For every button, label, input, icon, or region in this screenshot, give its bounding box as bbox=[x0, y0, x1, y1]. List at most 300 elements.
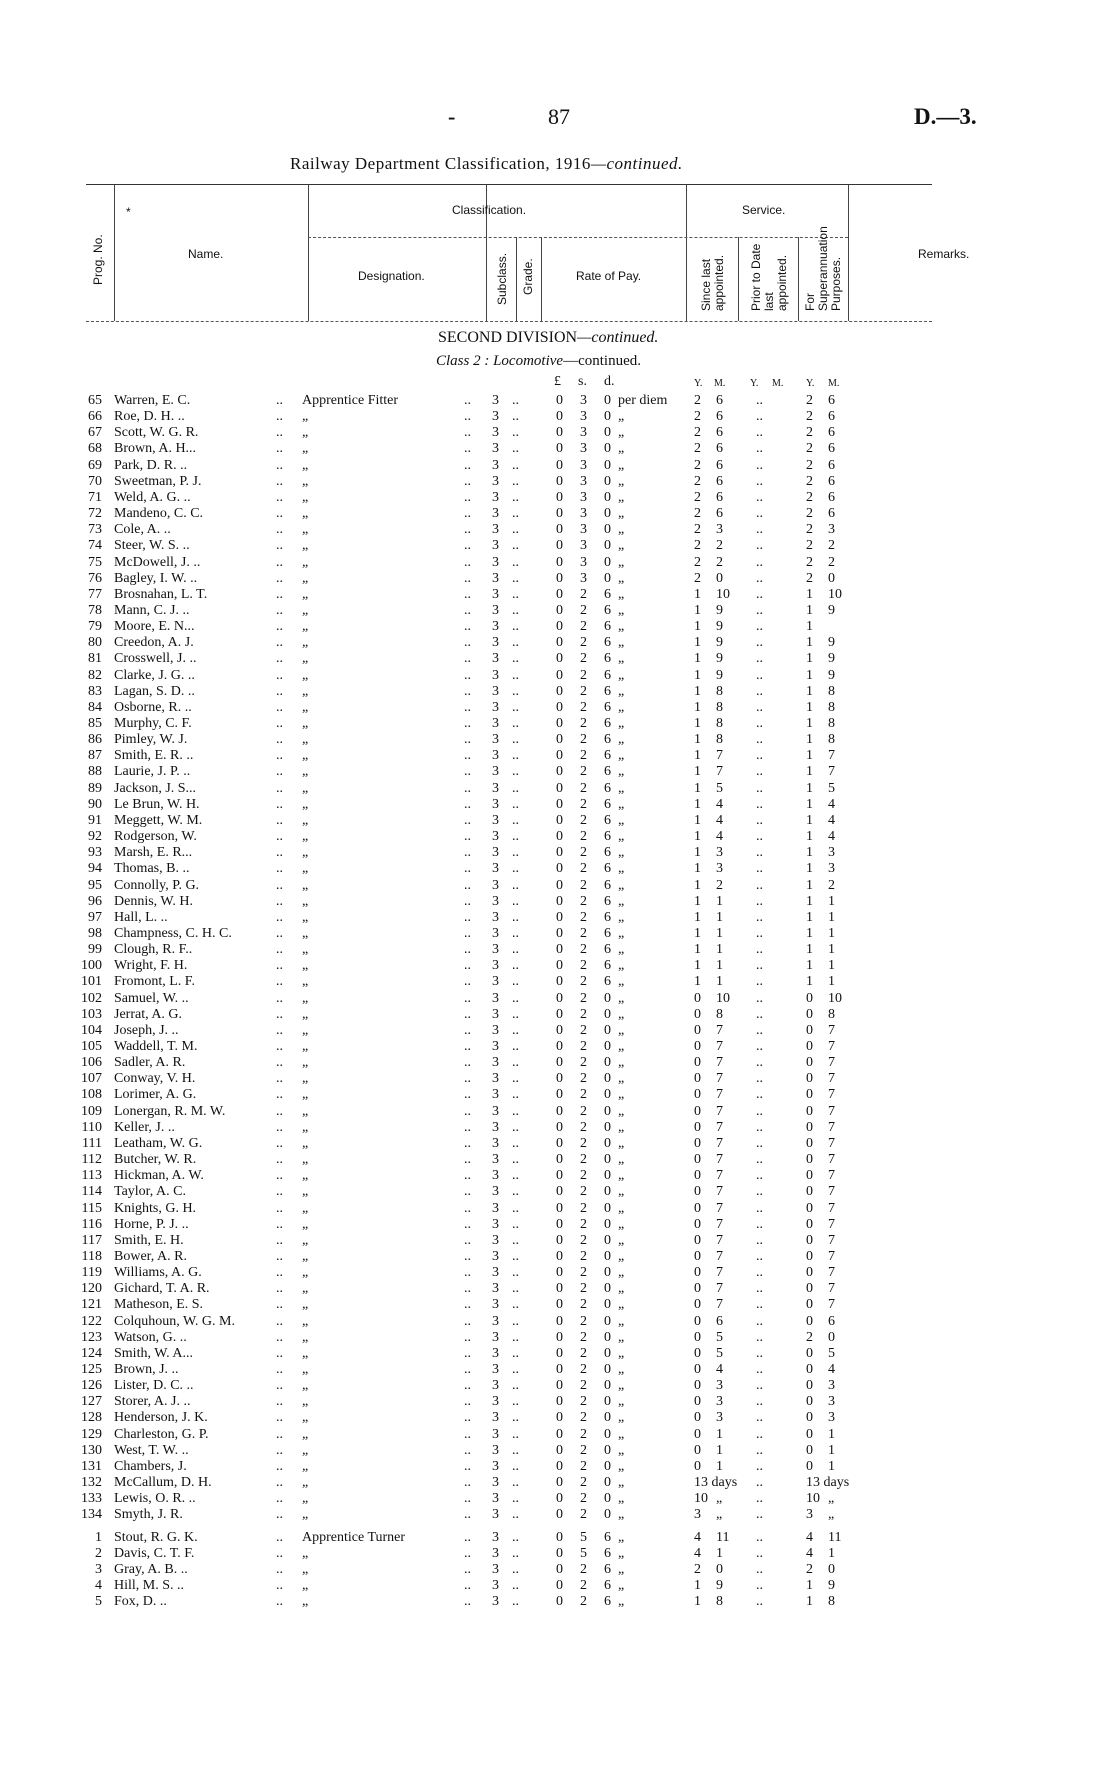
cell-prog-no: 125 bbox=[81, 1362, 102, 1377]
cell-super-months: 8 bbox=[828, 699, 835, 715]
cell-pence: 6 bbox=[604, 651, 611, 667]
cell-name: Gichard, T. A. R. bbox=[114, 1281, 210, 1297]
cell-since-years: 0 bbox=[694, 1055, 701, 1071]
table-row bbox=[0, 1152, 1114, 1168]
cell-shillings: 2 bbox=[580, 1313, 587, 1329]
cell-since-months: 4 bbox=[716, 812, 723, 828]
cell-leader-dots: .. bbox=[276, 925, 283, 941]
cell-pence: 6 bbox=[604, 1546, 611, 1561]
cell-super-months: 7 bbox=[828, 1248, 835, 1264]
cell-super-months: 4 bbox=[828, 1362, 835, 1377]
cell-pence: 0 bbox=[604, 1345, 611, 1361]
cell-subclass: 3 bbox=[492, 748, 499, 764]
cell-pounds: 0 bbox=[556, 586, 563, 602]
cell-super-months: 1 bbox=[828, 974, 835, 990]
cell-since-years: 0 bbox=[694, 1410, 701, 1426]
cell-leader-dots: .. bbox=[512, 1168, 519, 1184]
cell-super-years: 0 bbox=[806, 1200, 813, 1216]
cell-since-months: 7 bbox=[716, 1119, 723, 1135]
cell-pounds: 0 bbox=[556, 1458, 563, 1474]
cell-name: Creedon, A. J. bbox=[114, 635, 194, 651]
cell-prior-service: .. bbox=[756, 457, 763, 473]
table-row bbox=[0, 829, 1114, 845]
cell-prog-no: 123 bbox=[81, 1329, 102, 1345]
cell-leader-dots: .. bbox=[276, 1022, 283, 1038]
cell-pence: 6 bbox=[604, 893, 611, 909]
prior-years-label: Y. bbox=[750, 378, 759, 389]
cell-since-years: 0 bbox=[694, 1378, 701, 1394]
cell-super-years: 1 bbox=[806, 958, 813, 974]
cell-leader-dots: .. bbox=[464, 473, 471, 489]
cell-leader-dots: .. bbox=[276, 506, 283, 522]
cell-leader-dots: .. bbox=[512, 393, 519, 408]
cell-super-months: 5 bbox=[828, 780, 835, 796]
header-prog-no: Prog. No. bbox=[91, 234, 105, 285]
cell-leader-dots: .. bbox=[512, 441, 519, 457]
cell-prog-no: 93 bbox=[88, 845, 102, 861]
cell-pay-unit: „ bbox=[618, 1475, 625, 1491]
cell-designation: „ bbox=[302, 522, 309, 538]
cell-since-months: 6 bbox=[716, 473, 723, 489]
cell-name: Moore, E. N... bbox=[114, 619, 195, 635]
cell-since-years: 2 bbox=[694, 522, 701, 538]
cell-since-years: 0 bbox=[694, 990, 701, 1006]
cell-prog-no: 81 bbox=[88, 651, 102, 667]
cell-name: Laurie, J. P. .. bbox=[114, 764, 191, 780]
cell-leader-dots: .. bbox=[464, 990, 471, 1006]
cell-leader-dots: .. bbox=[464, 1184, 471, 1200]
cell-pay-unit: „ bbox=[618, 1022, 625, 1038]
cell-shillings: 3 bbox=[580, 393, 587, 408]
cell-subclass: 3 bbox=[492, 683, 499, 699]
cell-name: Stout, R. G. K. bbox=[114, 1530, 198, 1545]
cell-leader-dots: .. bbox=[512, 635, 519, 651]
table-row bbox=[0, 393, 1114, 409]
table-row bbox=[0, 1578, 1114, 1594]
cell-pay-unit: „ bbox=[618, 780, 625, 796]
table-row bbox=[0, 490, 1114, 506]
cell-pounds: 0 bbox=[556, 1297, 563, 1313]
cell-super-years: 0 bbox=[806, 1087, 813, 1103]
cell-leader-dots: .. bbox=[512, 554, 519, 570]
cell-name: Clough, R. F.. bbox=[114, 942, 193, 958]
cell-leader-dots: .. bbox=[512, 538, 519, 554]
cell-subclass: 3 bbox=[492, 506, 499, 522]
cell-shillings: 2 bbox=[580, 1071, 587, 1087]
cell-super-months: 7 bbox=[828, 1281, 835, 1297]
cell-name: Rodgerson, W. bbox=[114, 829, 197, 845]
cell-leader-dots: .. bbox=[464, 602, 471, 618]
cell-name: Lagan, S. D. .. bbox=[114, 683, 195, 699]
cell-prior-service: .. bbox=[756, 812, 763, 828]
cell-since-months: 7 bbox=[716, 1281, 723, 1297]
cell-name: Champness, C. H. C. bbox=[114, 925, 232, 941]
cell-name: Bagley, I. W. .. bbox=[114, 570, 198, 586]
cell-leader-dots: .. bbox=[276, 1087, 283, 1103]
table-row bbox=[0, 1362, 1114, 1378]
cell-shillings: 3 bbox=[580, 489, 587, 505]
cell-pounds: 0 bbox=[556, 1119, 563, 1135]
cell-pay-unit: „ bbox=[618, 1006, 625, 1022]
cell-prior-service: .. bbox=[756, 635, 763, 651]
cell-name: Brown, J. .. bbox=[114, 1362, 179, 1377]
cell-since-months: 1 bbox=[716, 958, 723, 974]
cell-pounds: 0 bbox=[556, 1491, 563, 1507]
cell-pay-unit: „ bbox=[618, 1345, 625, 1361]
cell-since-years: 2 bbox=[694, 506, 701, 522]
cell-designation: „ bbox=[302, 441, 309, 457]
cell-since-months: 0 bbox=[716, 1562, 723, 1577]
cell-shillings: 2 bbox=[580, 1562, 587, 1577]
cell-pence: 0 bbox=[604, 1184, 611, 1200]
cell-designation: „ bbox=[302, 651, 309, 667]
cell-prior-service: .. bbox=[756, 1458, 763, 1474]
cell-subclass: 3 bbox=[492, 845, 499, 861]
cell-pounds: 0 bbox=[556, 1006, 563, 1022]
cell-since-months: 8 bbox=[716, 1006, 723, 1022]
cell-leader-dots: .. bbox=[512, 732, 519, 748]
cell-name: Marsh, E. R... bbox=[114, 845, 193, 861]
cell-prog-no: 112 bbox=[81, 1152, 102, 1168]
cell-leader-dots: .. bbox=[276, 1184, 283, 1200]
table-row bbox=[0, 538, 1114, 554]
cell-designation: „ bbox=[302, 1248, 309, 1264]
cell-leader-dots: .. bbox=[512, 845, 519, 861]
cell-prior-service: .. bbox=[756, 522, 763, 538]
cell-shillings: 3 bbox=[580, 441, 587, 457]
cell-prog-no: 77 bbox=[88, 586, 102, 602]
cell-pounds: 0 bbox=[556, 1345, 563, 1361]
cell-since-years: 4 bbox=[694, 1546, 701, 1561]
cell-leader-dots: .. bbox=[512, 1022, 519, 1038]
cell-leader-dots: .. bbox=[512, 1410, 519, 1426]
cell-since-months: 7 bbox=[716, 1297, 723, 1313]
cell-prior-service: .. bbox=[756, 570, 763, 586]
cell-pounds: 0 bbox=[556, 683, 563, 699]
cell-designation: „ bbox=[302, 716, 309, 731]
pence-label: d. bbox=[604, 374, 615, 389]
cell-pay-unit: „ bbox=[618, 1562, 625, 1577]
cell-super-years: 1 bbox=[806, 764, 813, 780]
cell-since-months: 4 bbox=[716, 796, 723, 812]
cell-pay-unit: „ bbox=[618, 522, 625, 538]
cell-leader-dots: .. bbox=[512, 1313, 519, 1329]
cell-pay-unit: „ bbox=[618, 1281, 625, 1297]
cell-leader-dots: .. bbox=[464, 1152, 471, 1168]
cell-leader-dots: .. bbox=[276, 1491, 283, 1507]
cell-since-years: 1 bbox=[694, 764, 701, 780]
cell-designation: „ bbox=[302, 796, 309, 812]
cell-leader-dots: .. bbox=[276, 1345, 283, 1361]
cell-pounds: 0 bbox=[556, 877, 563, 893]
cell-since-months: 7 bbox=[716, 1135, 723, 1151]
cell-designation: „ bbox=[302, 1039, 309, 1054]
cell-leader-dots: .. bbox=[276, 635, 283, 651]
cell-prior-service: .. bbox=[756, 861, 763, 877]
table-row bbox=[0, 845, 1114, 861]
cell-super-years: 1 bbox=[806, 796, 813, 812]
cell-name: Knights, G. H. bbox=[114, 1200, 197, 1216]
cell-shillings: 2 bbox=[580, 1168, 587, 1184]
cell-shillings: 2 bbox=[580, 1458, 587, 1474]
cell-leader-dots: .. bbox=[464, 1313, 471, 1329]
cell-pay-unit: „ bbox=[618, 812, 625, 828]
cell-prog-no: 73 bbox=[88, 522, 102, 538]
cell-pounds: 0 bbox=[556, 1530, 563, 1545]
table-row bbox=[0, 474, 1114, 490]
table-row bbox=[0, 1087, 1114, 1103]
table-header bbox=[86, 184, 970, 322]
cell-name: Smith, E. R. .. bbox=[114, 748, 194, 764]
cell-since-years: 2 bbox=[694, 538, 701, 554]
table-row bbox=[0, 797, 1114, 813]
cell-leader-dots: .. bbox=[512, 1362, 519, 1377]
cell-super-years: 0 bbox=[806, 1410, 813, 1426]
cell-leader-dots: .. bbox=[276, 829, 283, 845]
cell-pounds: 0 bbox=[556, 635, 563, 651]
cell-pence: 6 bbox=[604, 1562, 611, 1577]
cell-prog-no: 117 bbox=[81, 1232, 102, 1248]
cell-super-months: 3 bbox=[828, 1410, 835, 1426]
cell-pay-unit: „ bbox=[618, 942, 625, 958]
cell-subclass: 3 bbox=[492, 1378, 499, 1394]
cell-leader-dots: .. bbox=[464, 554, 471, 570]
cell-since-years: 1 bbox=[694, 780, 701, 796]
table-row bbox=[0, 684, 1114, 700]
cell-pence: 0 bbox=[604, 1426, 611, 1442]
cell-prog-no: 83 bbox=[88, 683, 102, 699]
cell-prior-service: .. bbox=[756, 619, 763, 635]
cell-prior-service: .. bbox=[756, 602, 763, 618]
cell-shillings: 2 bbox=[580, 651, 587, 667]
cell-name: Cole, A. .. bbox=[114, 522, 171, 538]
cell-subclass: 3 bbox=[492, 1216, 499, 1232]
cell-pence: 0 bbox=[604, 1055, 611, 1071]
cell-leader-dots: .. bbox=[464, 651, 471, 667]
cell-prior-service: .. bbox=[756, 1071, 763, 1087]
prior-months-label: M. bbox=[772, 378, 784, 389]
cell-super-years: 0 bbox=[806, 1103, 813, 1119]
table-row bbox=[0, 668, 1114, 684]
cell-shillings: 2 bbox=[580, 845, 587, 861]
cell-subclass: 3 bbox=[492, 764, 499, 780]
cell-since-months: 9 bbox=[716, 602, 723, 618]
cell-leader-dots: .. bbox=[276, 1394, 283, 1410]
table-row bbox=[0, 555, 1114, 571]
cell-designation: „ bbox=[302, 845, 309, 861]
cell-designation: „ bbox=[302, 1200, 309, 1216]
cell-pence: 6 bbox=[604, 764, 611, 780]
cell-pounds: 0 bbox=[556, 829, 563, 845]
cell-pounds: 0 bbox=[556, 570, 563, 586]
class-suffix: —continued. bbox=[563, 353, 641, 369]
cell-super-years: 0 bbox=[806, 1345, 813, 1361]
table-row bbox=[0, 1120, 1114, 1136]
cell-super-months: 7 bbox=[828, 1297, 835, 1313]
cell-leader-dots: .. bbox=[276, 457, 283, 473]
cell-name: Pimley, W. J. bbox=[114, 732, 188, 748]
cell-leader-dots: .. bbox=[464, 1119, 471, 1135]
cell-shillings: 2 bbox=[580, 925, 587, 941]
cell-pence: 0 bbox=[604, 1265, 611, 1281]
table-row bbox=[0, 603, 1114, 619]
cell-pounds: 0 bbox=[556, 651, 563, 667]
cell-prior-service: .. bbox=[756, 425, 763, 441]
cell-pence: 0 bbox=[604, 538, 611, 554]
cell-subclass: 3 bbox=[492, 1362, 499, 1377]
cell-leader-dots: .. bbox=[512, 602, 519, 618]
cell-prior-service: .. bbox=[756, 990, 763, 1006]
cell-super-months: 1 bbox=[828, 893, 835, 909]
cell-leader-dots: .. bbox=[464, 1022, 471, 1038]
cell-super-months: 8 bbox=[828, 1006, 835, 1022]
cell-shillings: 2 bbox=[580, 861, 587, 877]
cell-super-years: 2 bbox=[806, 457, 813, 473]
cell-super-months: „ bbox=[828, 1491, 835, 1507]
table-row bbox=[0, 1249, 1114, 1265]
cell-leader-dots: .. bbox=[464, 1530, 471, 1545]
cell-leader-dots: .. bbox=[512, 1055, 519, 1071]
cell-leader-dots: .. bbox=[276, 1216, 283, 1232]
cell-designation: „ bbox=[302, 409, 309, 425]
cell-pounds: 0 bbox=[556, 1216, 563, 1232]
cell-designation: „ bbox=[302, 457, 309, 473]
cell-leader-dots: .. bbox=[464, 1507, 471, 1523]
cell-leader-dots: .. bbox=[512, 1135, 519, 1151]
cell-shillings: 2 bbox=[580, 1006, 587, 1022]
cell-prior-service: .. bbox=[756, 1039, 763, 1054]
cell-since-months: 1 bbox=[716, 942, 723, 958]
cell-leader-dots: .. bbox=[276, 1578, 283, 1593]
cell-prog-no: 115 bbox=[81, 1200, 102, 1216]
cell-prior-service: .. bbox=[756, 1442, 763, 1458]
cell-since-months: 6 bbox=[716, 457, 723, 473]
table-row bbox=[0, 1007, 1114, 1023]
cell-leader-dots: .. bbox=[512, 1378, 519, 1394]
cell-pay-unit: „ bbox=[618, 1410, 625, 1426]
cell-pay-unit: „ bbox=[618, 925, 625, 941]
cell-prior-service: .. bbox=[756, 845, 763, 861]
cell-leader-dots: .. bbox=[464, 942, 471, 958]
cell-pay-unit: „ bbox=[618, 1168, 625, 1184]
cell-leader-dots: .. bbox=[464, 812, 471, 828]
cell-super-months: 8 bbox=[828, 1594, 835, 1609]
cell-designation: „ bbox=[302, 1329, 309, 1345]
title-text: Railway Department Classification, 1916 bbox=[290, 154, 591, 173]
cell-leader-dots: .. bbox=[464, 764, 471, 780]
cell-designation: „ bbox=[302, 425, 309, 441]
cell-leader-dots: .. bbox=[512, 1103, 519, 1119]
cell-super-years: 1 bbox=[806, 893, 813, 909]
cell-pence: 0 bbox=[604, 1491, 611, 1507]
cell-since-months: 3 bbox=[716, 1410, 723, 1426]
cell-prior-service: .. bbox=[756, 1232, 763, 1248]
cell-pounds: 0 bbox=[556, 1184, 563, 1200]
cell-pay-unit: „ bbox=[618, 651, 625, 667]
cell-pence: 6 bbox=[604, 683, 611, 699]
cell-since-months: 1 bbox=[716, 1426, 723, 1442]
cell-designation: „ bbox=[302, 1103, 309, 1119]
cell-since-months: 5 bbox=[716, 1345, 723, 1361]
table-row bbox=[0, 878, 1114, 894]
cell-pounds: 0 bbox=[556, 602, 563, 618]
cell-prior-service: .. bbox=[756, 683, 763, 699]
cell-shillings: 2 bbox=[580, 602, 587, 618]
cell-pounds: 0 bbox=[556, 812, 563, 828]
cell-since-months: 7 bbox=[716, 1168, 723, 1184]
cell-leader-dots: .. bbox=[276, 667, 283, 683]
cell-super-years: 1 bbox=[806, 635, 813, 651]
cell-since-years: 0 bbox=[694, 1184, 701, 1200]
cell-since-years: 1 bbox=[694, 602, 701, 618]
cell-pence: 6 bbox=[604, 586, 611, 602]
header-classification: Classification. bbox=[452, 203, 527, 217]
cell-subclass: 3 bbox=[492, 1184, 499, 1200]
cell-since-years: 4 bbox=[694, 1530, 701, 1545]
cell-prog-no: 110 bbox=[81, 1119, 102, 1135]
cell-subclass: 3 bbox=[492, 1022, 499, 1038]
cell-shillings: 2 bbox=[580, 667, 587, 683]
cell-designation: „ bbox=[302, 1184, 309, 1200]
cell-since-months: 5 bbox=[716, 780, 723, 796]
cell-pounds: 0 bbox=[556, 441, 563, 457]
cell-name: Crosswell, J. .. bbox=[114, 651, 197, 667]
cell-designation: „ bbox=[302, 1394, 309, 1410]
cell-subclass: 3 bbox=[492, 909, 499, 925]
cell-super-years: 1 bbox=[806, 683, 813, 699]
cell-leader-dots: .. bbox=[512, 748, 519, 764]
cell-since-years: 0 bbox=[694, 1458, 701, 1474]
cell-super-years: 1 bbox=[806, 732, 813, 748]
cell-subclass: 3 bbox=[492, 1265, 499, 1281]
cell-subclass: 3 bbox=[492, 1119, 499, 1135]
cell-subclass: 3 bbox=[492, 796, 499, 812]
cell-since-years: 0 bbox=[694, 1442, 701, 1458]
cell-name: Le Brun, W. H. bbox=[114, 796, 200, 812]
cell-pay-unit: „ bbox=[618, 958, 625, 974]
cell-designation: „ bbox=[302, 1410, 309, 1426]
cell-pounds: 0 bbox=[556, 409, 563, 425]
cell-since-years: 0 bbox=[694, 1297, 701, 1313]
cell-prior-service: .. bbox=[756, 942, 763, 958]
cell-prog-no: 114 bbox=[81, 1184, 102, 1200]
cell-since-years: 1 bbox=[694, 651, 701, 667]
cell-pay-unit: „ bbox=[618, 683, 625, 699]
cell-prog-no: 128 bbox=[81, 1410, 102, 1426]
cell-prior-service: .. bbox=[756, 1248, 763, 1264]
cell-since-years: 0 bbox=[694, 1152, 701, 1168]
cell-super-years: 0 bbox=[806, 1458, 813, 1474]
cell-pay-unit: „ bbox=[618, 1507, 625, 1523]
cell-super-years: 2 bbox=[806, 441, 813, 457]
cell-since-months: 7 bbox=[716, 1152, 723, 1168]
cell-designation: „ bbox=[302, 1578, 309, 1593]
cell-super-months: 4 bbox=[828, 796, 835, 812]
table-row bbox=[0, 1184, 1114, 1200]
cell-pounds: 0 bbox=[556, 1168, 563, 1184]
cell-leader-dots: .. bbox=[276, 764, 283, 780]
cell-leader-dots: .. bbox=[464, 861, 471, 877]
cell-prog-no: 67 bbox=[88, 425, 102, 441]
cell-pay-unit: „ bbox=[618, 489, 625, 505]
cell-subclass: 3 bbox=[492, 409, 499, 425]
cell-designation: „ bbox=[302, 1216, 309, 1232]
cell-subclass: 3 bbox=[492, 1458, 499, 1474]
cell-designation: „ bbox=[302, 1313, 309, 1329]
cell-prior-service: .. bbox=[756, 473, 763, 489]
cell-since-months: 1 bbox=[716, 1458, 723, 1474]
cell-prior-service: .. bbox=[756, 538, 763, 554]
